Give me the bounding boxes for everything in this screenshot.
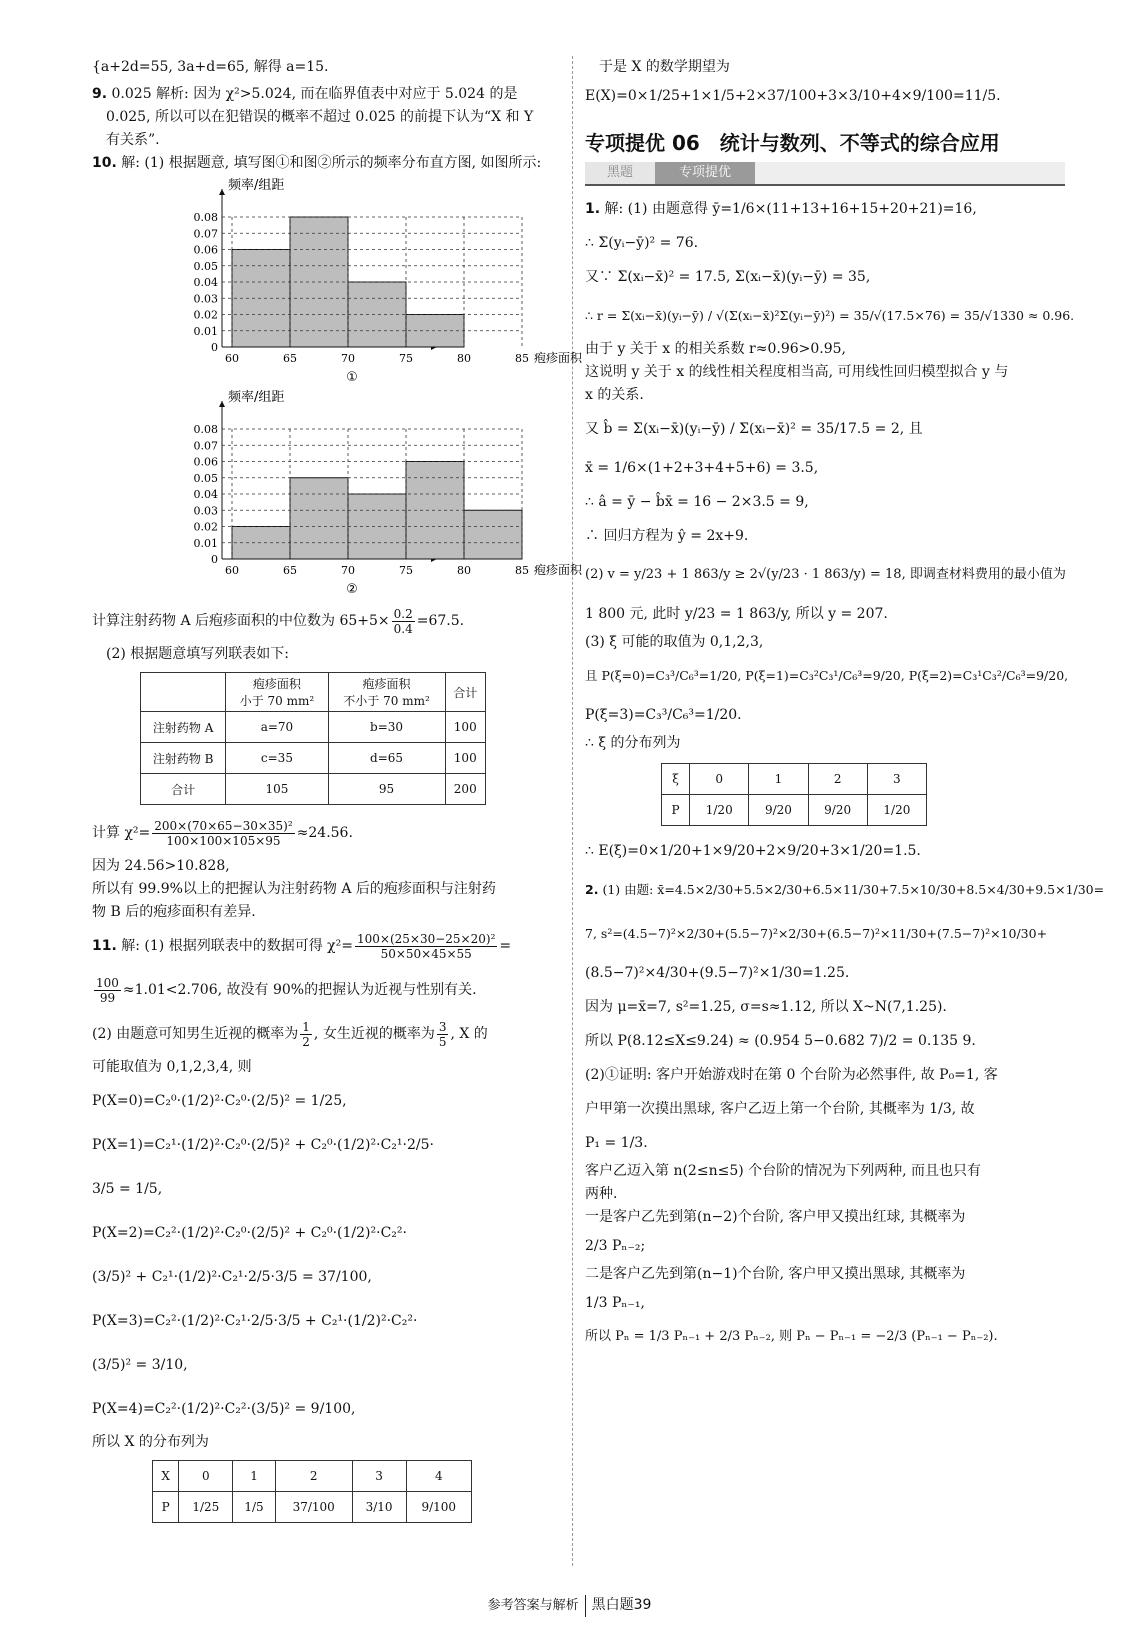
section-title: 专项提优 06 统计与数列、不等式的综合应用 (585, 131, 1000, 155)
y-tick-label: 0.02 (193, 520, 218, 534)
dist-xi-cell: ξ (662, 764, 690, 795)
y-tick-label: 0.01 (193, 536, 218, 550)
y-tick-label: 0.05 (193, 259, 218, 273)
contingency-table (140, 672, 486, 805)
chi-denominator: 100×100×105×95 (166, 833, 281, 848)
q1-l9: x̄ = 1/6×(1+2+3+4+5+6) = 3.5, (585, 460, 819, 476)
dist-xi-cell: 1 (749, 764, 808, 795)
x-tick-label: 70 (341, 352, 355, 365)
system-equations: {a+2d=55, 3a+d=65, 解得 a=15. (92, 59, 329, 75)
section-tabs (585, 162, 1065, 186)
x-tick-label: 75 (399, 564, 413, 577)
prob-male-den: 2 (302, 1034, 310, 1049)
dist-xi-cell: 1/20 (867, 795, 926, 826)
q1-l6: 这说明 y 关于 x 的线性相关程度相当高, 可用线性回归模型拟合 y 与 (585, 364, 1009, 380)
x-tick-label: 80 (457, 564, 471, 577)
q2-l5: 所以 P(8.12≤X≤9.24) ≈ (0.954 5−0.682 7)/2 = 0.135 9. (585, 1033, 976, 1049)
x-tick-label: 60 (225, 564, 239, 577)
y-axis-arrow-icon (219, 401, 225, 407)
exp-intro: 于是 X 的数学期望为 (599, 59, 730, 75)
q11-line2 (92, 968, 562, 1012)
q1-l14: (3) ξ 可能的取值为 0,1,2,3, (585, 634, 764, 650)
dist-xi-cell: 9/20 (749, 795, 808, 826)
q1-l4: ∴ r = Σ(xᵢ−x̄)(yᵢ−ȳ) / √(Σ(xᵢ−x̄)²Σ(yᵢ−ȳ)²) = 35/√(17.5×76) = 35/√1330 ≈ 0.96. (585, 308, 1075, 323)
footer-separator (585, 1595, 586, 1617)
y-tick-label: 0.07 (193, 439, 218, 453)
q11-l2-denominator: 99 (99, 990, 116, 1005)
contingency-cell: 注射药物 A (141, 712, 226, 743)
q1-l1: 解: (1) 由题意得 ȳ=1/6×(11+13+16+15+20+21)=16, (604, 201, 977, 217)
exp-line: E(X)=0×1/25+1×1/5+2×37/100+3×3/10+4×9/100=11/5. (585, 88, 1001, 104)
dist-x-cell: 1/25 (179, 1492, 233, 1523)
q1-l15: 且 P(ξ=0)=C₃³/C₆³=1/20, P(ξ=1)=C₃²C₃¹/C₆³=9/20, P(ξ=2)=C₃¹C₃²/C₆³=9/20, (585, 668, 1069, 683)
histogram-bar (290, 478, 348, 559)
x-tick-label: 85 (515, 352, 529, 365)
y-tick-label: 0.08 (193, 211, 218, 224)
dist-x-cell: 9/100 (406, 1492, 471, 1523)
q11-p3: 可能取值为 0,1,2,3,4, 则 (92, 1059, 252, 1075)
q1-l12: (2) v = y/23 + 1 863/y ≥ 2√(y/23 · 1 863/y) = 18, 即调查材料费用的最小值为 (585, 567, 1066, 582)
contingency-cell: 疱疹面积 不小于 70 mm² (328, 673, 445, 712)
q2-l12: 2/3 Pₙ₋₂; (585, 1238, 646, 1254)
y-tick-label: 0.05 (193, 471, 218, 485)
q2-l2: 7, s²=(4.5−7)²×2/30+(5.5−7)²×2/30+(6.5−7)²×11/30+(7.5−7)²×10/30+ (585, 926, 1048, 941)
px1b-line: 3/5 = 1/5, (92, 1181, 163, 1197)
dist-x-row (153, 1492, 472, 1523)
y-tick-label: 0.07 (193, 227, 218, 241)
q11-p2-post: , X 的 (450, 1026, 488, 1042)
q1-l5: 由于 y 关于 x 的相关系数 r≈0.96>0.95, (585, 341, 847, 357)
q2-l1: (1) 由题: x̄=4.5×2/30+5.5×2/30+6.5×11/30+7.5×10/30+8.5×4/30+9.5×1/30= (602, 882, 1105, 897)
q2-number: 2. (585, 882, 599, 897)
q9-line3: 有关系”. (106, 132, 160, 148)
q2-l13: 二是客户乙先到第(n−1)个台阶, 客户甲又摸出黑球, 其概率为 (585, 1266, 966, 1282)
table-intro: (2) 根据题意填写列联表如下: (106, 646, 289, 662)
q11-p2-pre: (2) 由题意可知男生近视的概率为 (92, 1026, 299, 1042)
contingency-cell: c=35 (226, 743, 328, 774)
q11-l2-numerator: 100 (96, 975, 119, 990)
contingency-cell: 95 (328, 774, 445, 805)
q9-line1: 0.025 解析: 因为 χ²>5.024, 而在临界值表中对应于 5.024 的是 (111, 86, 518, 102)
q1-l7: x 的关系. (585, 387, 644, 403)
y-tick-label: 0.08 (193, 423, 218, 436)
footer-left: 参考答案与解析 (487, 1598, 579, 1613)
contingency-cell: 疱疹面积 小于 70 mm² (226, 673, 328, 712)
y-axis-label: 频率/组距 (228, 390, 285, 405)
chi-pre: 计算 χ²= (92, 825, 151, 841)
q1-l18: ∴ E(ξ)=0×1/20+1×9/20+2×9/20+3×1/20=1.5. (585, 843, 921, 859)
contingency-cell: d=65 (328, 743, 445, 774)
q11-p2-mid: , 女生近视的概率为 (313, 1026, 435, 1042)
dist-xi-row (662, 764, 927, 795)
chart-caption: ② (346, 582, 358, 597)
px3a-line: P(X=3)=C₂²·(1/2)²·C₂¹·2/5·3/5 + C₂¹·(1/2)²·C₂²· (92, 1313, 418, 1329)
contingency-cell: b=30 (328, 712, 445, 743)
q11-denominator: 50×50×45×55 (380, 946, 472, 961)
x-axis-label: 疱疹面积 (534, 351, 583, 365)
dist-xi-cell: 0 (690, 764, 749, 795)
q2-l3: (8.5−7)²×4/30+(9.5−7)²×1/30=1.25. (585, 965, 850, 981)
dist-x-cell: 2 (275, 1461, 352, 1492)
dist-x-cell: 1/5 (233, 1492, 275, 1523)
q1-l8: 又 b̂ = Σ(xᵢ−x̄)(yᵢ−ȳ) / Σ(xᵢ−x̄)² = 35/17.5 = 2, 且 (585, 421, 923, 437)
q11-post: = (499, 938, 512, 954)
y-tick-label: 0.03 (193, 292, 218, 306)
distribution-table-x (152, 1460, 472, 1523)
contingency-cell: 100 (445, 743, 485, 774)
contingency-row (141, 774, 486, 805)
dist-xi-cell: 1/20 (690, 795, 749, 826)
tab-heiti: 黑题 (585, 162, 655, 184)
contingency-cell: 合计 (445, 673, 485, 712)
y-tick-label: 0.02 (193, 308, 218, 322)
px4-line: P(X=4)=C₂²·(1/2)²·C₂²·(3/5)² = 9/100, (92, 1401, 356, 1417)
contingency-cell: 105 (226, 774, 328, 805)
histogram-bar (464, 510, 522, 559)
y-tick-label-zero: 0 (211, 553, 218, 566)
contingency-cell: 200 (445, 774, 485, 805)
q11-pre: 解: (1) 根据列联表中的数据可得 χ²= (121, 938, 353, 954)
chi-post: ≈24.56. (296, 825, 353, 841)
q10-number: 10. (92, 155, 117, 171)
q10-c1: 因为 24.56>10.828, (92, 858, 230, 874)
dist-x-cell: 3 (352, 1461, 406, 1492)
px3b-line: (3/5)² = 3/10, (92, 1357, 188, 1373)
q11-line1 (92, 924, 562, 968)
dist-x-cell: 4 (406, 1461, 471, 1492)
x-tick-label: 80 (457, 352, 471, 365)
x-tick-label: 65 (283, 564, 297, 577)
dist-xi-row (662, 795, 927, 826)
chi-fraction (152, 819, 294, 848)
contingency-cell: 100 (445, 712, 485, 743)
chart-caption: ① (346, 370, 358, 385)
q1-l16: P(ξ=3)=C₃³/C₆³=1/20. (585, 707, 742, 723)
dist-xi-cell: 9/20 (808, 795, 867, 826)
median-line (92, 599, 562, 643)
q10 (92, 152, 562, 175)
q1-l2: ∴ Σ(yᵢ−ȳ)² = 76. (585, 235, 699, 251)
q2-l10: 两种. (585, 1186, 618, 1202)
q11-l2-fraction (94, 976, 121, 1005)
tab-bar-fill (755, 162, 1065, 184)
q10-c3: 物 B 后的疱疹面积有差异. (92, 904, 256, 920)
median-post: =67.5. (416, 613, 465, 629)
median-fraction (392, 607, 415, 636)
prob-male-fraction (300, 1020, 312, 1049)
y-tick-label: 0.04 (193, 276, 218, 289)
y-axis-label: 频率/组距 (228, 178, 285, 193)
dist-x-cell: P (153, 1492, 179, 1523)
q2-l6: (2)①证明: 客户开始游戏时在第 0 个台阶为必然事件, 故 P₀=1, 客 (585, 1067, 998, 1083)
dist-xi-cell: P (662, 795, 690, 826)
q1-l11: ∴ 回归方程为 ŷ = 2x+9. (585, 528, 749, 544)
q9-number: 9. (92, 86, 108, 102)
px1a-line: P(X=1)=C₂¹·(1/2)²·C₂⁰·(2/5)² + C₂⁰·(1/2)²·C₂¹·2/5· (92, 1137, 434, 1153)
x-tick-label: 85 (515, 564, 529, 577)
q2-l11: 一是客户乙先到第(n−2)个台阶, 客户甲又摸出红球, 其概率为 (585, 1209, 966, 1225)
q2-l14: 1/3 Pₙ₋₁, (585, 1295, 645, 1311)
dist-xi-cell: 2 (808, 764, 867, 795)
contingency-row (141, 743, 486, 774)
tab-zhuanxiang: 专项提优 (655, 162, 755, 184)
contingency-cell: a=70 (226, 712, 328, 743)
dist-x-cell: 37/100 (275, 1492, 352, 1523)
y-axis-arrow-icon (219, 189, 225, 195)
column-divider (572, 56, 573, 1566)
x-tick-label: 75 (399, 352, 413, 365)
dist-x-cell: 1 (233, 1461, 275, 1492)
y-tick-label: 0.06 (193, 243, 218, 257)
median-denominator: 0.4 (393, 621, 413, 636)
x-tick-label: 65 (283, 352, 297, 365)
q11-fraction (355, 932, 497, 961)
prob-female-fraction (437, 1020, 449, 1049)
chi-numerator: 200×(70×65−30×35)² (154, 818, 293, 833)
q11-l2-post: ≈1.01<2.706, 故没有 90%的把握认为近视与性别有关. (122, 982, 477, 998)
q2-l4: 因为 μ=x̄=7, s²=1.25, σ=s≈1.12, 所以 X~N(7,1.25). (585, 999, 947, 1015)
q1-number: 1. (585, 201, 601, 217)
q2-l7: 户甲第一次摸出黑球, 客户乙迈上第一个台阶, 其概率为 1/3, 故 (585, 1101, 975, 1117)
prob-female-den: 5 (438, 1034, 447, 1049)
y-tick-label: 0.04 (193, 488, 218, 501)
q10-line1: 解: (1) 根据题意, 填写图①和图②所示的频率分布直方图, 如图所示: (121, 155, 542, 171)
q1-l3: 又∵ Σ(xᵢ−x̄)² = 17.5, Σ(xᵢ−x̄)(yᵢ−ȳ) = 35, (585, 269, 871, 285)
q2-l15: 所以 Pₙ = 1/3 Pₙ₋₁ + 2/3 Pₙ₋₂, 则 Pₙ − Pₙ₋₁ = −2/3 (Pₙ₋₁ − Pₙ₋₂). (585, 1329, 998, 1344)
x-axis-label: 疱疹面积 (534, 563, 583, 577)
px2b-line: (3/5)² + C₂¹·(1/2)²·C₂¹·2/5·3/5 = 37/100, (92, 1269, 372, 1285)
y-tick-label: 0.06 (193, 455, 218, 469)
contingency-cell: 注射药物 B (141, 743, 226, 774)
page-footer (0, 1594, 1139, 1617)
contingency-row (141, 673, 486, 712)
q1-l13: 1 800 元, 此时 y/23 = 1 863/y, 所以 y = 207. (585, 606, 888, 622)
dist-x-cell: 0 (179, 1461, 233, 1492)
contingency-cell: 合计 (141, 774, 226, 805)
prob-female-num: 3 (438, 1019, 447, 1034)
prob-male-num: 1 (302, 1019, 310, 1034)
contingency-cell (141, 673, 226, 712)
px0-line: P(X=0)=C₂⁰·(1/2)²·C₂⁰·(2/5)² = 1/25, (92, 1093, 347, 1109)
q1-l10: ∴ â = ȳ − b̂x̄ = 16 − 2×3.5 = 9, (585, 494, 809, 510)
right-column (585, 56, 1105, 1354)
x-tick-label: 60 (225, 352, 239, 365)
median-pre: 计算注射药物 A 后疱疹面积的中位数为 65+5× (92, 613, 390, 629)
q9 (92, 83, 562, 106)
q11-numerator: 100×(25×30−25×20)² (357, 931, 496, 946)
x-tick-label: 70 (341, 564, 355, 577)
q10-c2: 所以有 99.9%以上的把握认为注射药物 A 后的疱疹面积与注射药 (92, 881, 496, 897)
y-tick-label: 0.01 (193, 324, 218, 338)
dist-x-cell: 3/10 (352, 1492, 406, 1523)
left-column (92, 56, 583, 1523)
q2-line1 (585, 868, 1105, 912)
q1-line1 (585, 192, 1075, 226)
dist-x-cell: X (153, 1461, 179, 1492)
dist-x-row (153, 1461, 472, 1492)
footer-right: 黑白题39 (591, 1597, 652, 1613)
q2-l8: P₁ = 1/3. (585, 1135, 648, 1151)
px2a-line: P(X=2)=C₂²·(1/2)²·C₂⁰·(2/5)² + C₂⁰·(1/2)²·C₂²· (92, 1225, 407, 1241)
contingency-row (141, 712, 486, 743)
histogram-chart-1 (172, 177, 583, 387)
y-tick-label: 0.03 (193, 504, 218, 518)
q11-p2 (92, 1012, 562, 1056)
q11-number: 11. (92, 938, 117, 954)
q9-line2: 0.025, 所以可以在犯错误的概率不超过 0.025 的前提下认为“X 和 Y (106, 109, 534, 125)
dist-xi-cell: 3 (867, 764, 926, 795)
median-numerator: 0.2 (393, 606, 413, 621)
histogram-chart-2 (172, 389, 583, 599)
distribution-table-xi (661, 763, 927, 826)
dist-intro: 所以 X 的分布列为 (92, 1434, 209, 1450)
q1-l17: ∴ ξ 的分布列为 (585, 735, 681, 751)
q2-l9: 客户乙迈入第 n(2≤n≤5) 个台阶的情况为下列两种, 而且也只有 (585, 1163, 982, 1179)
y-tick-label-zero: 0 (211, 341, 218, 354)
chi-line (92, 811, 562, 855)
